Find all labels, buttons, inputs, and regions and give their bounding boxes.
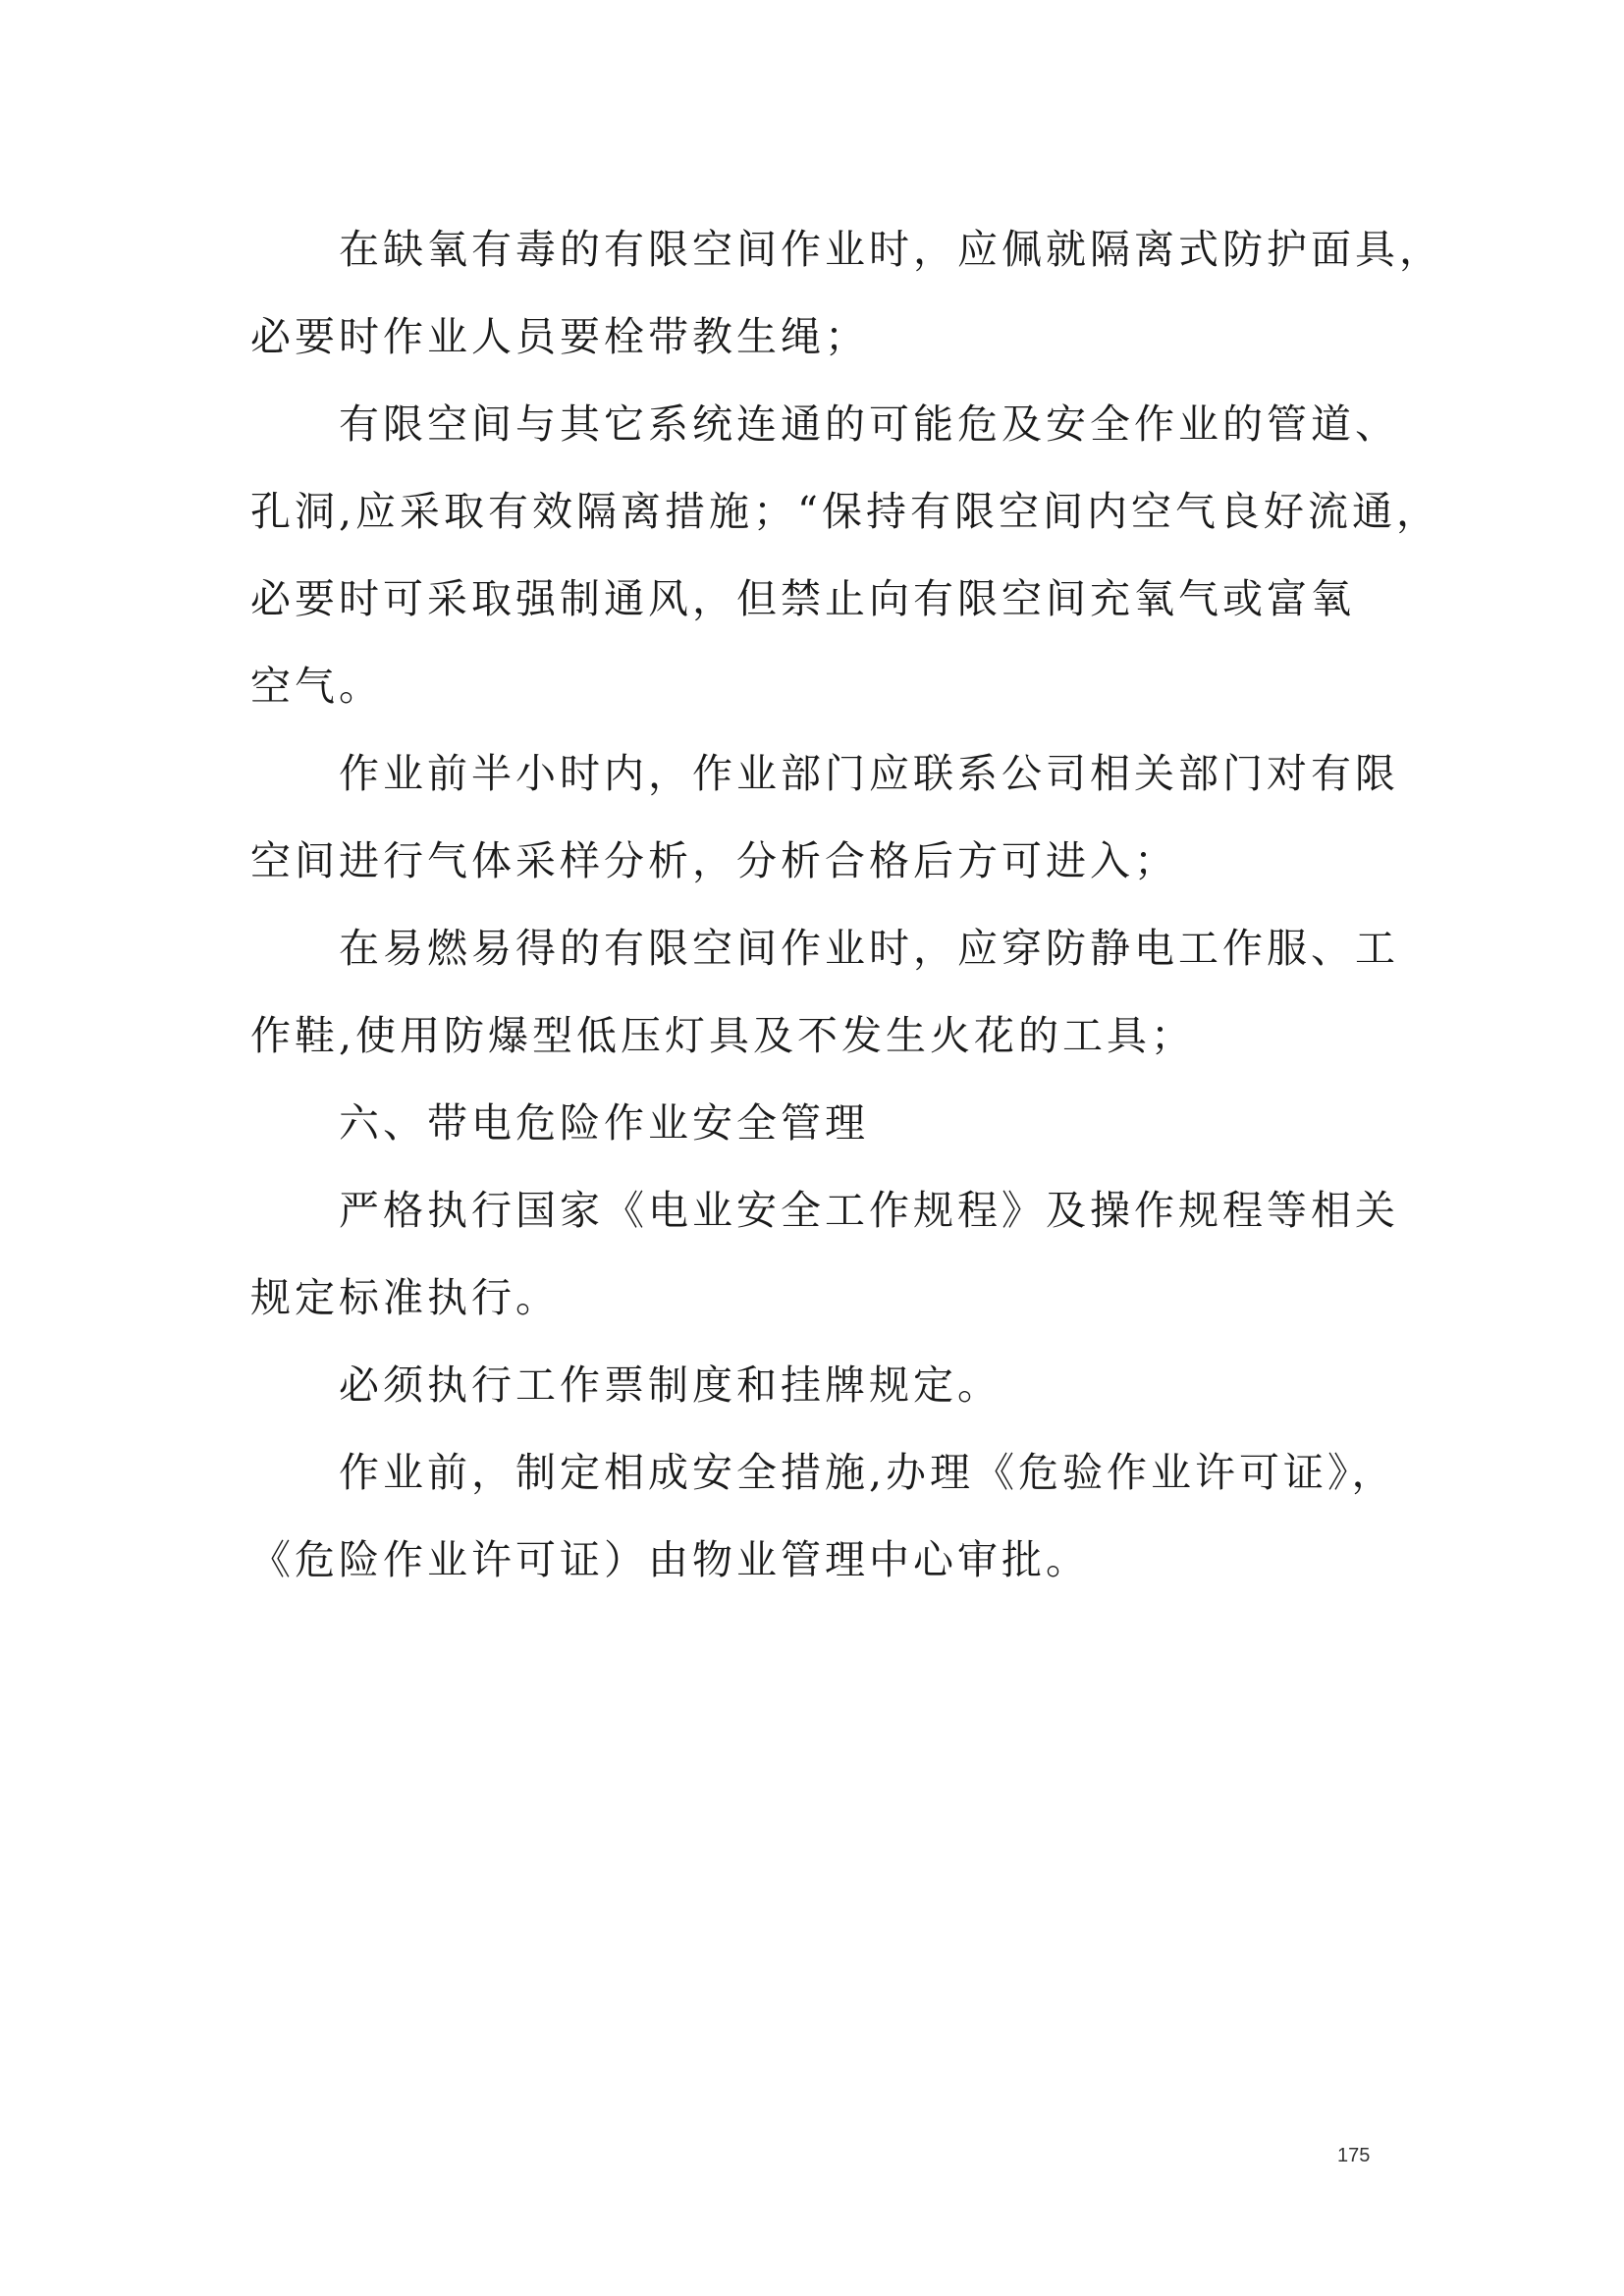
- paragraph-permit: [250, 1429, 1399, 1604]
- paragraph-safety-regulations: [250, 1167, 1399, 1342]
- paragraph-flammable-space: [250, 905, 1399, 1080]
- text-line: 作业前，制定相成安全措施,办理《危验作业许可证》，: [339, 1449, 1396, 1496]
- paragraph-work-ticket: [250, 1342, 1399, 1429]
- page-number: 175: [1337, 2145, 1371, 2166]
- text-line: 规定标准执行。: [250, 1274, 560, 1321]
- text-line: 《危险作业许可证）由物业管理中心审批。: [250, 1536, 1090, 1583]
- text-line: 作鞋,使用防爆型低压灯具及不发生火花的工具；: [250, 1012, 1196, 1059]
- text-line: 必要时可采取强制通风，但禁止向有限空间充氧气或富氧: [250, 575, 1355, 622]
- paragraph-isolation-ventilation: [250, 381, 1440, 730]
- document-body: [250, 206, 1443, 1604]
- text-line: 在缺氧有毒的有限空间作业时，应佩就隔离式防护面具，: [339, 226, 1443, 273]
- paragraph-confined-space-toxic: [250, 206, 1443, 381]
- text-line: 空间进行气体采样分析，分析合格后方可进入；: [250, 837, 1178, 884]
- text-line: 有限空间与其它系统连通的可能危及安全作业的管道、: [339, 400, 1399, 448]
- text-line: 必须执行工作票制度和挂牌规定。: [339, 1362, 1001, 1409]
- paragraph-gas-sampling: [250, 730, 1399, 905]
- text-line: 空气。: [250, 663, 383, 710]
- text-line: 严格执行国家《电业安全工作规程》及操作规程等相关: [339, 1187, 1399, 1234]
- section-heading-live-work: [250, 1080, 1399, 1167]
- text-line: 必要时作业人员要栓带教生绳；: [250, 313, 869, 360]
- text-line: 在易燃易得的有限空间作业时，应穿防静电工作服、工: [339, 925, 1399, 972]
- text-line: 作业前半小时内，作业部门应联系公司相关部门对有限: [339, 750, 1399, 797]
- text-line: 孔洞,应采取有效隔离措施；“保持有限空间内空气良好流通，: [250, 488, 1440, 535]
- section-heading-text: 六、带电危险作业安全管理: [339, 1099, 869, 1147]
